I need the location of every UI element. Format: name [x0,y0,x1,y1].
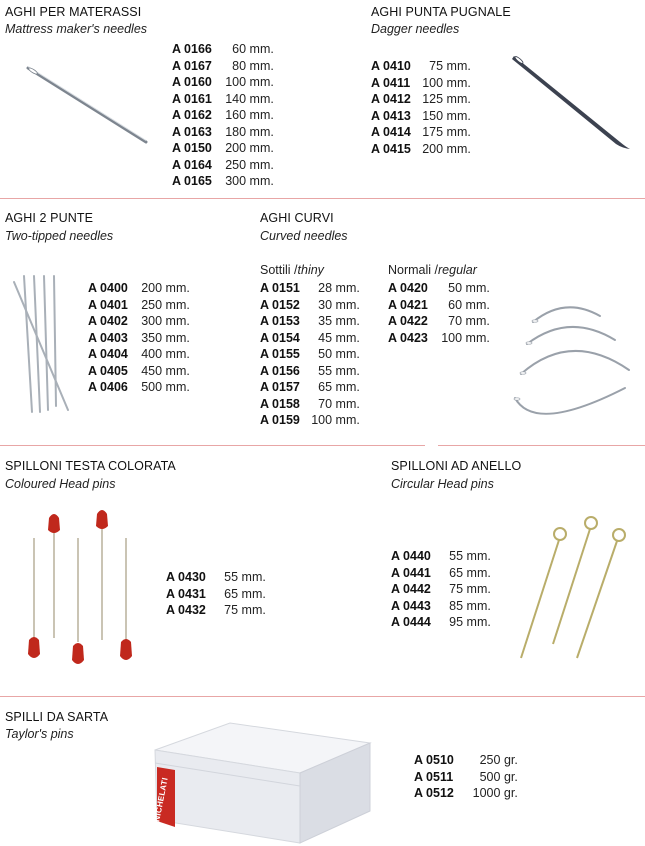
curved-thin-label: Sottili /thiny [260,263,324,277]
product-code: A 0166 [172,42,212,56]
product-row [260,396,360,413]
tailor-pin-box-image [145,715,375,845]
product-code: A 0163 [172,124,212,139]
product-row [388,330,490,347]
product-code: A 0403 [88,330,128,345]
product-row [391,548,491,565]
product-size: 175 mm. [422,125,471,139]
product-row [391,565,491,582]
product-code: A 0444 [391,615,431,629]
product-code: A 0423 [388,330,428,345]
product-code: A 0152 [260,297,300,312]
dagger-code-table [371,58,471,157]
curved-regular-label: Normali /regular [388,263,477,277]
product-size: 95 mm. [449,615,491,629]
product-code: A 0161 [172,91,212,106]
product-row [391,614,491,631]
product-size: 300 mm. [141,314,190,328]
product-row [371,91,471,108]
product-code: A 0155 [260,347,300,361]
product-code: A 0167 [172,58,212,73]
product-size: 50 mm. [318,347,360,361]
section-subtitle-ring-head: Circular Head pins [391,477,494,491]
product-row [88,379,190,396]
colored-head-pins-image [16,508,141,673]
product-code: A 0411 [371,75,411,90]
product-code: A 0510 [414,753,454,767]
product-code: A 0404 [88,347,128,361]
product-size: 100 mm. [311,413,360,427]
product-size: 65 mm. [224,586,266,601]
product-row [414,785,518,802]
product-row [88,363,190,380]
product-size: 65 mm. [449,565,491,580]
product-size: 70 mm. [318,396,360,411]
product-size: 250 mm. [141,297,190,312]
product-size: 200 mm. [225,141,274,155]
product-size: 65 mm. [318,380,360,394]
product-row [414,769,518,786]
mattress-code-table [172,41,274,190]
section-title-ring-head: SPILLONI AD ANELLO [391,459,522,473]
product-size: 250 gr. [479,753,518,767]
product-row [172,157,274,174]
product-code: A 0162 [172,108,212,122]
product-row [166,586,266,603]
product-size: 200 mm. [141,281,190,295]
product-code: A 0432 [166,603,206,617]
product-size: 150 mm. [422,108,471,123]
mattress-needle-image [20,60,150,150]
product-size: 80 mm. [232,58,274,73]
product-code: A 0422 [388,314,428,328]
product-row [166,569,266,586]
product-size: 100 mm. [441,330,490,345]
tailor-box-label: NICHELATI [152,776,170,823]
dagger-needle-image [508,52,633,152]
product-code: A 0156 [260,363,300,378]
product-size: 75 mm. [449,582,491,596]
product-size: 50 mm. [448,281,490,295]
product-row [391,581,491,598]
product-code: A 0151 [260,281,300,295]
product-size: 30 mm. [318,297,360,312]
product-code: A 0420 [388,281,428,295]
product-code: A 0402 [88,314,128,328]
product-code: A 0150 [172,141,212,155]
product-code: A 0164 [172,157,212,172]
product-size: 1000 gr. [472,786,518,800]
product-code: A 0512 [414,786,454,800]
section-subtitle-colored-head: Coloured Head pins [5,477,116,491]
product-code: A 0431 [166,586,206,601]
product-size: 35 mm. [318,314,360,328]
section-title-colored-head: SPILLONI TESTA COLORATA [5,459,176,473]
product-code: A 0413 [371,108,411,123]
two-tipped-code-table [88,280,190,396]
product-row [388,313,490,330]
product-row [172,58,274,75]
section-subtitle-dagger: Dagger needles [371,22,460,36]
product-row [172,74,274,91]
divider-2-left [0,445,425,446]
section-title-dagger: AGHI PUNTA PUGNALE [371,5,511,19]
product-size: 28 mm. [318,281,360,295]
product-code: A 0412 [371,92,411,106]
section-subtitle-two-tipped: Two-tipped needles [5,229,114,243]
product-row [260,330,360,347]
product-size: 300 mm. [225,174,274,188]
product-code: A 0415 [371,141,411,156]
product-row [414,752,518,769]
product-row [172,173,274,190]
ring-head-pins-image [515,512,630,662]
product-code: A 0157 [260,380,300,394]
product-code: A 0401 [88,297,128,312]
product-code: A 0154 [260,330,300,345]
product-size: 75 mm. [224,603,266,617]
product-size: 45 mm. [318,330,360,345]
product-size: 60 mm. [448,297,490,312]
product-code: A 0440 [391,549,431,563]
product-size: 75 mm. [429,59,471,73]
product-size: 200 mm. [422,141,471,156]
product-size: 400 mm. [141,347,190,361]
product-code: A 0160 [172,75,212,89]
product-row [172,140,274,157]
product-row [88,313,190,330]
product-code: A 0159 [260,413,300,427]
product-size: 55 mm. [318,363,360,378]
product-row [88,346,190,363]
product-size: 125 mm. [422,92,471,106]
product-row [172,41,274,58]
product-code: A 0442 [391,582,431,596]
section-title-curved: AGHI CURVI [260,211,334,225]
colored-head-code-table [166,569,266,619]
product-row [88,330,190,347]
section-subtitle-tailor: Taylor's pins [5,727,74,741]
product-row [391,598,491,615]
product-size: 450 mm. [141,363,190,378]
product-code: A 0430 [166,570,206,584]
divider-3 [0,696,645,697]
two-tipped-needles-image [12,272,74,417]
product-size: 250 mm. [225,157,274,172]
divider-1 [0,198,645,199]
product-row [260,379,360,396]
product-size: 60 mm. [232,42,274,56]
section-subtitle-curved: Curved needles [260,229,348,243]
curved-needles-image [505,300,640,435]
product-row [260,346,360,363]
product-row [172,91,274,108]
product-size: 70 mm. [448,314,490,328]
product-row [88,280,190,297]
product-row [260,313,360,330]
product-size: 85 mm. [449,598,491,613]
product-code: A 0511 [414,769,454,784]
curved-regular-code-table [388,280,490,346]
product-code: A 0400 [88,281,128,295]
product-row [260,363,360,380]
product-size: 180 mm. [225,124,274,139]
divider-2-right [438,445,645,446]
product-code: A 0405 [88,363,128,378]
product-code: A 0158 [260,396,300,411]
product-row [260,412,360,429]
ring-head-code-table [391,548,491,631]
product-size: 55 mm. [449,549,491,563]
product-row [260,297,360,314]
tailor-code-table [414,752,518,802]
product-code: A 0165 [172,174,212,188]
product-row [371,75,471,92]
product-code: A 0406 [88,380,128,394]
product-row [88,297,190,314]
product-row [172,107,274,124]
product-size: 500 gr. [479,769,518,784]
product-code: A 0414 [371,125,411,139]
product-code: A 0410 [371,59,411,73]
product-row [371,124,471,141]
section-title-two-tipped: AGHI 2 PUNTE [5,211,94,225]
product-row [172,124,274,141]
product-code: A 0153 [260,314,300,328]
product-size: 500 mm. [141,380,190,394]
product-row [371,58,471,75]
product-size: 350 mm. [141,330,190,345]
section-title-mattress: AGHI PER MATERASSI [5,5,142,19]
product-row [388,297,490,314]
product-size: 100 mm. [422,75,471,90]
product-code: A 0443 [391,598,431,613]
curved-thin-code-table [260,280,360,429]
product-row [371,108,471,125]
product-row [371,141,471,158]
product-row [166,602,266,619]
product-size: 160 mm. [225,108,274,122]
product-size: 55 mm. [224,570,266,584]
product-row [388,280,490,297]
product-code: A 0441 [391,565,431,580]
product-size: 100 mm. [225,75,274,89]
product-row [260,280,360,297]
section-title-tailor: SPILLI DA SARTA [5,710,109,724]
product-code: A 0421 [388,297,428,312]
section-subtitle-mattress: Mattress maker's needles [5,22,148,36]
product-size: 140 mm. [225,91,274,106]
